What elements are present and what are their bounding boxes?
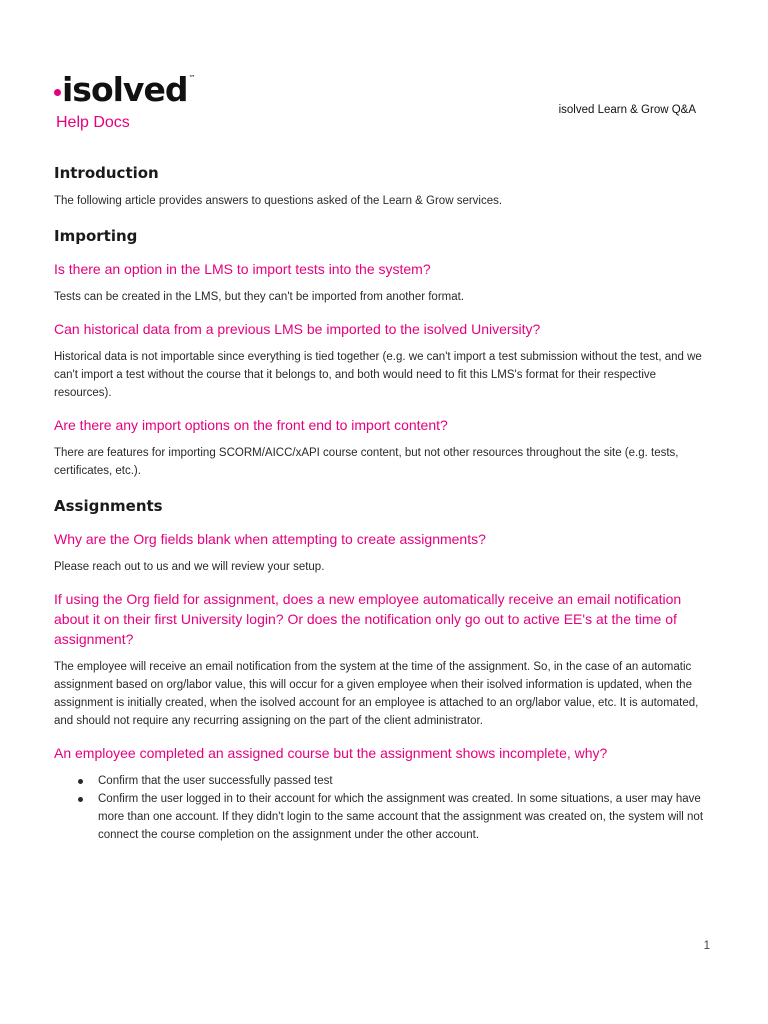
bullet-icon (78, 779, 83, 784)
question-heading: An employee completed an assigned course but the assignment shows incomplete, why? (54, 745, 608, 761)
question-heading: Can historical data from a previous LMS be imported to the isolved University? (54, 321, 541, 337)
question-heading: Are there any import options on the front end to import content? (54, 417, 448, 433)
list-item-text: Confirm that the user successfully passed test (98, 775, 333, 787)
question-heading: Is there an option in the LMS to import tests into the system? (54, 261, 431, 277)
intro-paragraph: The following article provides answers to questions asked of the Learn & Grow services. (54, 195, 503, 207)
page-number: 1 (703, 940, 710, 952)
logo-text: isolved (62, 70, 188, 109)
article-content (54, 160, 714, 844)
logo-dot-icon (54, 89, 61, 96)
bullet-list (54, 772, 714, 844)
logo-trademark: ™ (188, 74, 195, 82)
list-item (54, 772, 714, 790)
section-heading-introduction: Introduction (54, 164, 159, 182)
answer-paragraph: There are features for importing SCORM/AICC/xAPI course content, but not other resources throughout the site (e.g. tests, certificates, etc.). (54, 447, 679, 477)
bullet-icon (78, 797, 83, 802)
question-heading: If using the Org field for assignment, does a new employee automatically receive an email notification about it on their first University login? Or does the notification only go out to active EE's at the time of assignment? (54, 591, 682, 647)
answer-paragraph: Historical data is not importable since everything is tied together (e.g. we can't import a test submission without the test, and we can't import a test without the course that it belongs to, and both would need to fit this LMS's format for their respective resources). (54, 351, 702, 399)
answer-paragraph: Tests can be created in the LMS, but they can't be imported from another format. (54, 291, 465, 303)
section-heading-importing: Importing (54, 227, 138, 245)
section-heading-assignments: Assignments (54, 497, 163, 515)
answer-paragraph: Please reach out to us and we will review your setup. (54, 561, 325, 573)
isolved-logo (54, 70, 194, 110)
help-docs-label: Help Docs (56, 114, 130, 131)
document-title: isolved Learn & Grow Q&A (558, 104, 696, 116)
answer-paragraph: The employee will receive an email notification from the system at the time of the assignment. So, in the case of an automatic assignment based on org/labor value, this will occur for a given employee when their isolved information is updated, when the assignment is initially created, when the isolved account for an employee is attached to an org/labor value, etc. It is automated, and should not require any recurring assigning on the part of the client administrator. (54, 661, 699, 727)
list-item-text: Confirm the user logged in to their account for which the assignment was created. In some situations, a user may have more than one account. If they didn't login to the same account that the assignment was created on, the system will not connect the course completion on the assignment under the other account. (98, 793, 704, 841)
list-item (54, 790, 714, 844)
question-heading: Why are the Org fields blank when attempting to create assignments? (54, 531, 486, 547)
